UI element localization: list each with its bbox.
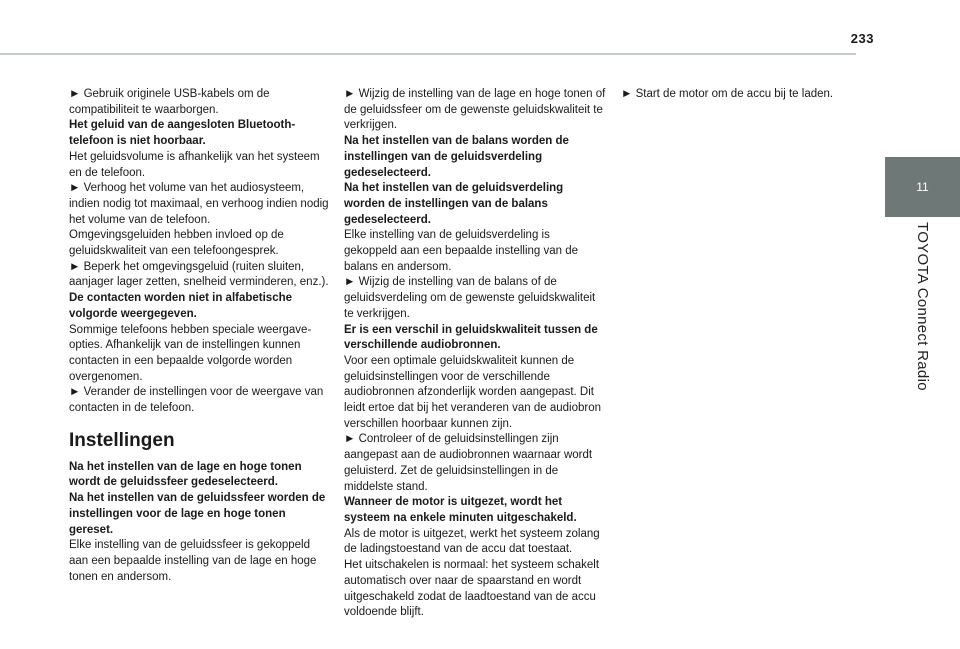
instruction-text: ► Beperk het omgevingsgeluid (ruiten sluiten, aanjager lager zetten, snelheid verminderen, enz.).: [69, 260, 329, 289]
body-text: Elke instelling van de geluidsverdeling is gekoppeld aan een bepaalde instelling van de balans en andersom.: [344, 229, 579, 273]
body-text: Voor een optimale geluidskwaliteit kunnen de geluidsinstellingen voor de verschillende audiobronnen afzonderlijk worden aangepast. Dit leidt ertoe dat bij het veranderen van de audiobron verschillen hoorbaar kunnen zijn.: [344, 354, 602, 430]
column-middle: [344, 87, 606, 621]
problem-heading: Het geluid van de aangesloten Bluetooth-telefoon is niet hoorbaar.: [69, 119, 296, 148]
section-heading: Instellingen: [69, 429, 175, 451]
body-text: Sommige telefoons hebben speciale weergave-opties. Afhankelijk van de instellingen kunnen contacten in een bepaalde volgorde worden overgenomen.: [69, 323, 312, 383]
problem-heading: Er is een verschil in geluidskwaliteit tussen de verschillende audiobronnen.: [344, 323, 598, 352]
chapter-tab: [885, 157, 960, 217]
instruction-text: ► Verander de instellingen voor de weergave van contacten in de telefoon.: [69, 386, 324, 415]
problem-heading: Na het instellen van de geluidssfeer worden de instellingen voor de lage en hoge tonen gereset.: [69, 492, 326, 536]
chapter-number: 11: [916, 180, 929, 194]
problem-heading: Na het instellen van de balans worden de instellingen van de geluidsverdeling gedeselecteerd.: [344, 135, 569, 179]
header-rule: [0, 53, 856, 55]
instruction-text: ► Start de motor om de accu bij te laden.: [621, 88, 834, 100]
body-text: Elke instelling van de geluidssfeer is gekoppeld aan een bepaalde instelling van de lage en hoge tonen en andersom.: [69, 539, 317, 583]
body-text: Het uitschakelen is normaal: het systeem schakelt automatisch over naar de spaarstand en wordt uitgeschakeld zodat de laadtoestand van de accu voldoende blijft.: [344, 559, 600, 619]
instruction-text: ► Verhoog het volume van het audiosysteem, indien nodig tot maximaal, en verhoog indien nodig het volume van de telefoon.: [69, 182, 329, 226]
chapter-title-container: [885, 222, 960, 391]
instruction-text: ► Controleer of de geluidsinstellingen zijn aangepast aan de audiobronnen waarnaar wordt geluisterd. Zet de geluidsinstellingen in de middelste stand.: [344, 433, 593, 493]
instruction-text: ► Gebruik originele USB-kabels om de compatibiliteit te waarborgen.: [69, 88, 270, 116]
body-text: Als de motor is uitgezet, werkt het systeem zolang de ladingstoestand van de accu dat toestaat.: [344, 527, 600, 556]
chapter-title: TOYOTA Connect Radio: [914, 222, 931, 391]
column-left: [69, 87, 331, 585]
problem-heading: Wanneer de motor is uitgezet, wordt het systeem na enkele minuten uitgeschakeld.: [344, 496, 577, 524]
problem-heading: Na het instellen van de lage en hoge tonen wordt de geluidssfeer gedeselecteerd.: [69, 460, 302, 489]
instruction-text: ► Wijzig de instelling van de lage en hoge tonen of de geluidssfeer om de gewenste geluidskwaliteit te verkrijgen.: [344, 88, 606, 132]
body-text: Omgevingsgeluiden hebben invloed op de geluidskwaliteit van een telefoongesprek.: [69, 229, 284, 258]
body-text: Het geluidsvolume is afhankelijk van het systeem en de telefoon.: [69, 150, 320, 179]
instruction-text: ► Wijzig de instelling van de balans of de geluidsverdeling om de gewenste geluidskwaliteit te verkrijgen.: [344, 276, 596, 320]
problem-heading: De contacten worden niet in alfabetische volgorde weergegeven.: [69, 292, 293, 320]
column-right: [621, 87, 851, 103]
problem-heading: Na het instellen van de geluidsverdeling worden de instellingen van de balans gedeselecteerd.: [344, 182, 564, 226]
page-number: 233: [850, 31, 874, 46]
